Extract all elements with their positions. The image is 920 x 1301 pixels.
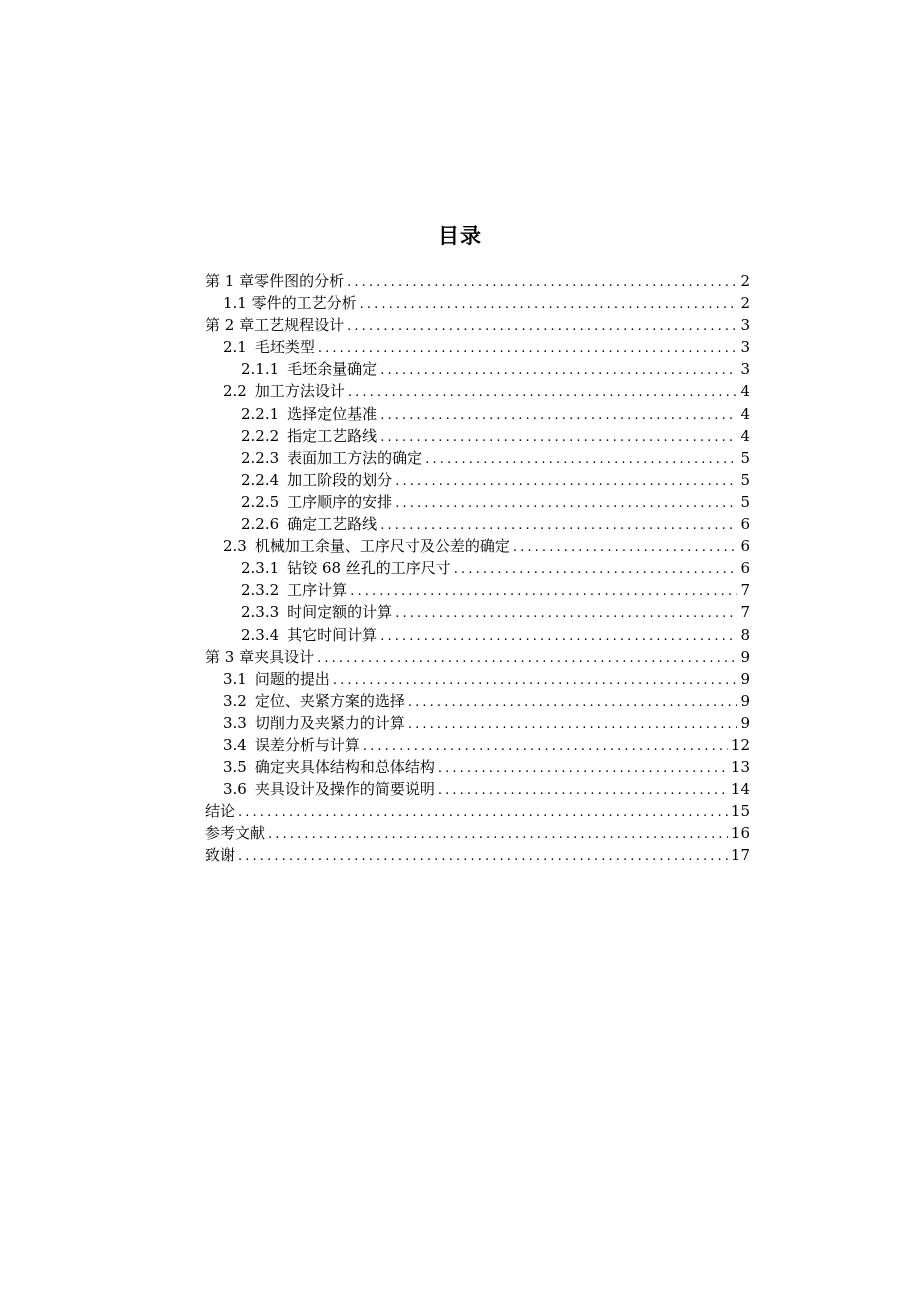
toc-entry-page-number: 6 (740, 559, 750, 578)
toc-entry-page-number: 7 (740, 581, 750, 600)
toc-entry[interactable] (205, 601, 750, 623)
toc-dot-leader (380, 427, 737, 449)
toc-entry-number: 2.3.3 (241, 603, 280, 622)
toc-entry-page-number: 3 (740, 360, 750, 379)
toc-entry-page-number: 4 (740, 404, 750, 423)
toc-entry-number: 3.2 (223, 691, 247, 710)
toc-entry[interactable] (205, 646, 750, 668)
toc-entry-title: 第 1 章零件图的分析 (205, 272, 345, 290)
toc-entry-number: 2.2.1 (241, 404, 280, 423)
toc-entry-page-number: 2 (740, 272, 750, 290)
toc-entry-number: 2.2.6 (241, 515, 280, 534)
toc-entry[interactable] (205, 491, 750, 513)
toc-entry-title: 表面加工方法的确定 (287, 448, 423, 467)
toc-entry-page-number: 3 (740, 316, 750, 335)
toc-dot-leader (347, 316, 737, 338)
toc-entry-page-number: 5 (740, 470, 750, 489)
toc-entry-page-number: 15 (730, 802, 750, 821)
toc-dot-leader (348, 382, 738, 404)
toc-entry-number: 3.1 (223, 669, 247, 688)
toc-entry-number: 2.1 (223, 338, 247, 357)
toc-dot-leader (380, 626, 737, 648)
toc-entry-title: 1.1 零件的工艺分析 (223, 294, 357, 313)
toc-entry[interactable] (205, 447, 750, 469)
toc-entry[interactable] (205, 690, 750, 712)
toc-entry[interactable] (205, 358, 750, 380)
toc-entry[interactable] (205, 380, 750, 402)
toc-entry-page-number: 17 (730, 846, 750, 865)
toc-dot-leader (380, 405, 737, 427)
toc-entry[interactable] (205, 844, 750, 866)
toc-entry-title: 致谢 (205, 846, 236, 865)
toc-entry-title: 其它时间计算 (287, 625, 378, 644)
toc-dot-leader (363, 736, 728, 758)
toc-entry-number: 2.2 (223, 382, 247, 401)
toc-entry-title: 钻铰 68 丝孔的工序尺寸 (287, 559, 451, 578)
toc-dot-leader (425, 449, 737, 471)
toc-entry-title: 结论 (205, 802, 236, 821)
toc-dot-leader (408, 714, 738, 736)
toc-entry-page-number: 5 (740, 492, 750, 511)
toc-entry-page-number: 6 (740, 515, 750, 534)
toc-entry-number: 2.2.5 (241, 492, 280, 511)
toc-dot-leader (380, 360, 737, 382)
toc-dot-leader (380, 515, 737, 537)
toc-entry-number: 2.2.2 (241, 426, 280, 445)
toc-entry[interactable] (205, 292, 750, 314)
toc-entry[interactable] (205, 734, 750, 756)
toc-dot-leader (395, 603, 737, 625)
toc-entry-page-number: 9 (740, 647, 750, 666)
toc-entry-title: 确定夹具体结构和总体结构 (254, 758, 435, 777)
toc-entry-title: 指定工艺路线 (287, 426, 378, 445)
toc-entry-title: 夹具设计及操作的简要说明 (254, 780, 435, 799)
toc-entry[interactable] (205, 579, 750, 601)
toc-entry-title: 毛坯余量确定 (287, 360, 378, 379)
toc-entry[interactable] (205, 403, 750, 425)
toc-entry-title: 机械加工余量、工序尺寸及公差的确定 (254, 537, 510, 556)
toc-entry[interactable] (205, 668, 750, 690)
toc-entry-page-number: 12 (730, 735, 750, 754)
toc-entry-page-number: 6 (740, 537, 750, 556)
toc-dot-leader (395, 471, 737, 493)
toc-entry[interactable] (205, 557, 750, 579)
toc-dot-leader (347, 272, 737, 294)
toc-entry-title: 确定工艺路线 (287, 515, 378, 534)
toc-title: 目录 (438, 224, 482, 248)
toc-entry-number: 3.5 (223, 758, 247, 777)
toc-entry[interactable] (205, 270, 750, 292)
toc-entry-page-number: 7 (740, 603, 750, 622)
toc-entry-page-number: 16 (730, 824, 750, 843)
toc-entry-title: 误差分析与计算 (254, 735, 360, 754)
toc-entry-page-number: 4 (740, 426, 750, 445)
toc-dot-leader (395, 493, 737, 515)
toc-entry-title: 毛坯类型 (254, 338, 315, 357)
toc-entry-page-number: 4 (740, 382, 750, 401)
toc-entry[interactable] (205, 712, 750, 734)
toc-entry-title: 工序计算 (287, 581, 348, 600)
toc-entry-title: 第 3 章夹具设计 (205, 647, 315, 666)
toc-entry[interactable] (205, 336, 750, 358)
toc-entry[interactable] (205, 425, 750, 447)
toc-entry-number: 3.3 (223, 713, 247, 732)
toc-dot-leader (318, 338, 738, 360)
toc-entry-title: 定位、夹紧方案的选择 (254, 691, 405, 710)
toc-dot-leader (268, 824, 728, 846)
toc-entry-number: 2.3.4 (241, 625, 280, 644)
toc-entry[interactable] (205, 756, 750, 778)
toc-entry-title: 参考文献 (205, 824, 266, 843)
toc-dot-leader (350, 581, 737, 603)
toc-dot-leader (438, 758, 728, 780)
toc-entry-page-number: 8 (740, 625, 750, 644)
toc-entry-title: 问题的提出 (254, 669, 330, 688)
toc-entry[interactable] (205, 513, 750, 535)
toc-entry-number: 3.4 (223, 735, 247, 754)
toc-entry[interactable] (205, 778, 750, 800)
toc-entry-page-number: 9 (740, 713, 750, 732)
toc-dot-leader (238, 802, 728, 824)
toc-entry-number: 2.2.4 (241, 470, 280, 489)
toc-entry[interactable] (205, 314, 750, 336)
toc-entry[interactable] (205, 624, 750, 646)
toc-entry-page-number: 9 (740, 691, 750, 710)
toc-entry-page-number: 14 (730, 780, 750, 799)
toc-entry-number: 2.3 (223, 537, 247, 556)
toc-entry-title: 时间定额的计算 (287, 603, 393, 622)
toc-entry-title: 选择定位基准 (287, 404, 378, 423)
toc-entry[interactable] (205, 800, 750, 822)
toc-entry-number: 2.3.2 (241, 581, 280, 600)
toc-entry-page-number: 2 (740, 294, 750, 313)
toc-dot-leader (408, 692, 738, 714)
toc-dot-leader (454, 559, 738, 581)
toc-entry[interactable] (205, 469, 750, 491)
toc-entry-number: 2.1.1 (241, 360, 280, 379)
toc-entry-page-number: 13 (730, 758, 750, 777)
toc-entry-title: 工序顺序的安排 (287, 492, 393, 511)
toc-entry-page-number: 5 (740, 448, 750, 467)
toc-entry-title: 加工阶段的划分 (287, 470, 393, 489)
toc-entry-title: 切削力及夹紧力的计算 (254, 713, 405, 732)
toc-dot-leader (317, 648, 737, 670)
toc-entry[interactable] (205, 822, 750, 844)
table-of-contents (205, 270, 750, 867)
toc-dot-leader (360, 294, 738, 316)
toc-entry-title: 第 2 章工艺规程设计 (205, 316, 345, 335)
toc-entry-number: 2.2.3 (241, 448, 280, 467)
toc-dot-leader (513, 537, 738, 559)
toc-entry[interactable] (205, 535, 750, 557)
toc-dot-leader (438, 780, 728, 802)
toc-entry-title: 加工方法设计 (254, 382, 345, 401)
toc-entry-number: 2.3.1 (241, 559, 280, 578)
toc-entry-page-number: 9 (740, 669, 750, 688)
toc-entry-page-number: 3 (740, 338, 750, 357)
toc-entry-number: 3.6 (223, 780, 247, 799)
toc-dot-leader (238, 846, 728, 868)
toc-dot-leader (333, 670, 738, 692)
